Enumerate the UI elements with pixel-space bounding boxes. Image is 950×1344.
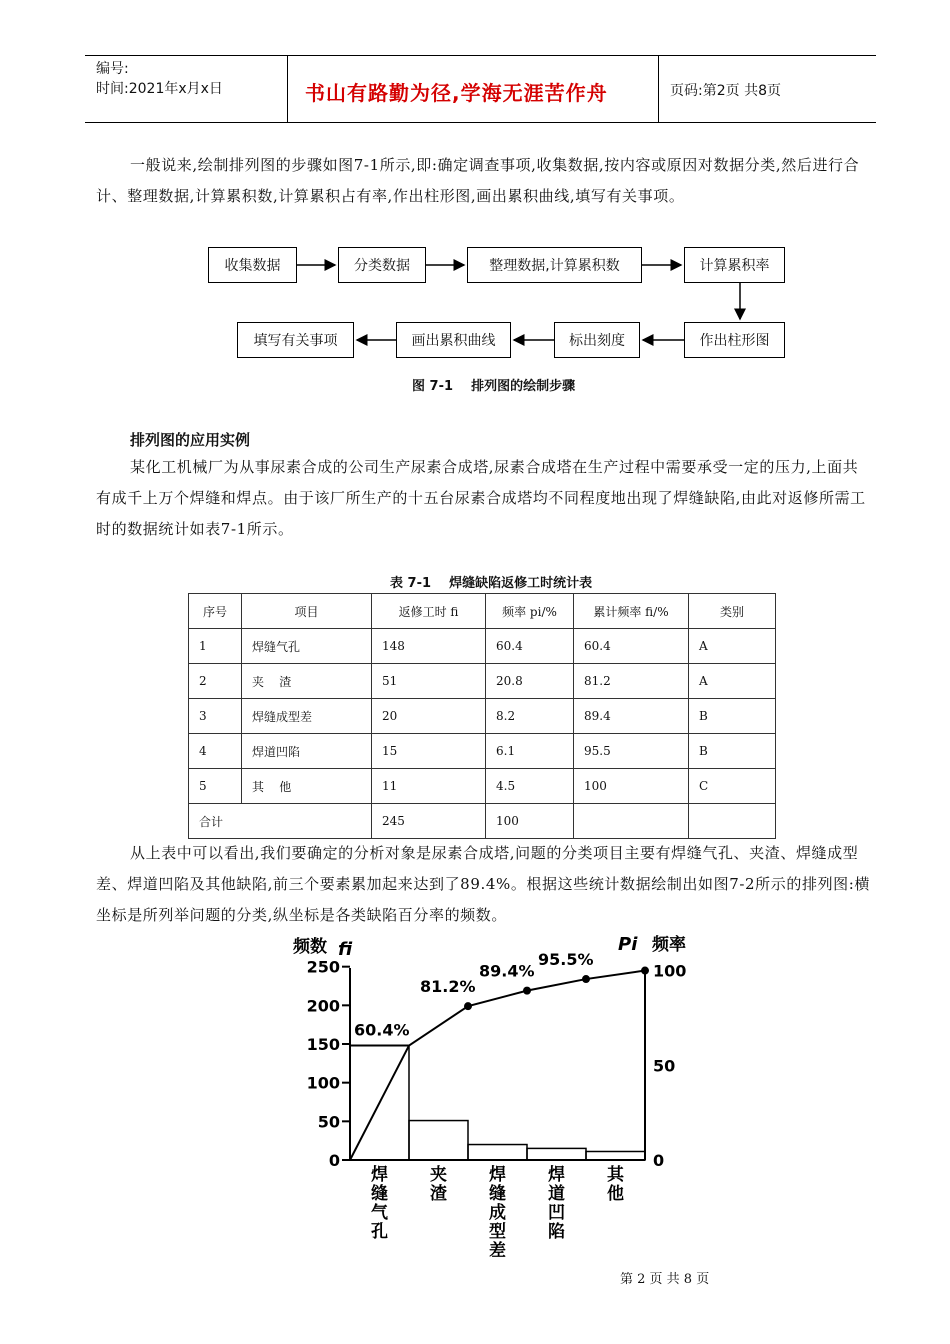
left-tick-label: 200 [306, 996, 340, 1016]
table-cell: 3 [189, 699, 242, 734]
case-paragraph: 某化工机械厂为从事尿素合成的公司生产尿素合成塔,尿素合成塔在生产过程中需要承受一定的压力,上面共有成千上万个焊缝和焊点。由于该厂所生产的十五台尿素合成塔均不同程度地出现了焊缝缺陷,由此对返修所需工时的数据统计如表7-1所示。 [96, 458, 866, 538]
cumulative-label: 81.2% [420, 977, 476, 997]
table-header-cell: 频率 pi/% [486, 594, 574, 629]
table-cell: 5 [189, 769, 242, 804]
category-label: 凹 [548, 1203, 565, 1223]
table-caption: 表 7-1 焊缝缺陷返修工时统计表 [390, 576, 593, 591]
table-cell: 100 [574, 769, 689, 804]
category-label: 孔 [371, 1222, 388, 1242]
right-tick-label: 100 [653, 961, 687, 981]
cumulative-label: 60.4% [354, 1020, 410, 1040]
table-cell: B [689, 699, 776, 734]
category-label: 缝 [371, 1184, 388, 1204]
cumulative-label: 89.4% [479, 961, 535, 981]
left-tick-label: 100 [306, 1073, 340, 1093]
category-label: 成 [489, 1203, 506, 1223]
header-date-label: 时间:2021年x月x日 [96, 81, 223, 97]
table-cell: 焊缝成型差 [242, 699, 372, 734]
table-cell: 245 [372, 804, 486, 839]
category-label: 其 [607, 1165, 624, 1185]
intro-paragraph: 一般说来,绘制排列图的步骤如图7-1所示,即:确定调查事项,收集数据,按内容或原因对数据分类,然后进行合计、整理数据,计算累积数,计算累积占有率,作出柱形图,画出累积曲线,填写有关事项。 [96, 156, 860, 205]
bar [586, 1151, 645, 1160]
table-cell: 4 [189, 734, 242, 769]
cumulative-point [523, 987, 531, 995]
cumulative-point [641, 967, 649, 975]
left-tick-label: 150 [306, 1035, 340, 1054]
cumulative-point [464, 1002, 472, 1010]
table-cell: 焊道凹陷 [242, 734, 372, 769]
category-label: 型 [489, 1222, 506, 1242]
left-tick-label: 0 [328, 1151, 340, 1170]
table-cell: 夹 渣 [242, 664, 372, 699]
category-label: 渣 [430, 1184, 447, 1204]
table-cell: 15 [372, 734, 486, 769]
category-label: 焊 [489, 1165, 506, 1185]
flowchart-caption: 图 7-1 排列图的绘制步骤 [412, 379, 576, 394]
header-page-label: 页码:第2页 共8页 [670, 83, 781, 99]
cumulative-curve [350, 971, 645, 1160]
table-cell: C [689, 769, 776, 804]
table-cell: B [689, 734, 776, 769]
table-cell: A [689, 629, 776, 664]
bar [409, 1121, 468, 1160]
table-header-cell: 项目 [242, 594, 372, 629]
table-header-cell: 返修工时 fi [372, 594, 486, 629]
flow-step-bar-chart: 作出柱形图 [684, 322, 785, 358]
table-cell: 11 [372, 769, 486, 804]
table-cell: 89.4 [574, 699, 689, 734]
right-tick-label: 0 [653, 1151, 665, 1170]
table-cell: 6.1 [486, 734, 574, 769]
bar [527, 1148, 586, 1160]
left-axis-title: 频数 [293, 937, 327, 957]
flow-step-fill: 填写有关事项 [237, 322, 354, 358]
category-label: 焊 [371, 1165, 388, 1185]
table-cell: 100 [486, 804, 574, 839]
analysis-paragraph: 从上表中可以看出,我们要确定的分析对象是尿素合成塔,问题的分类项目主要有焊缝气孔、夹渣、焊缝成型差、焊道凹陷及其他缺陷,前三个要素累加起来达到了89.4%。根据这些统计数据绘制出如图7-2所示的排列图:横坐标是所列举问题的分类,纵坐标是各类缺陷百分率的频数。 [96, 844, 871, 924]
table-cell: 其 他 [242, 769, 372, 804]
table-cell: 合计 [189, 804, 372, 839]
section-heading: 排列图的应用实例 [130, 431, 251, 449]
right-tick-label: 50 [653, 1056, 676, 1076]
cumulative-point [582, 975, 590, 983]
category-label: 焊 [548, 1165, 565, 1185]
category-label: 夹 [430, 1165, 447, 1185]
right-axis-symbol: Pi [618, 934, 638, 955]
table-cell: 148 [372, 629, 486, 664]
table-header-cell: 累计频率 fi/% [574, 594, 689, 629]
flow-step-cumulative-rate: 计算累积率 [684, 247, 785, 283]
table-cell: 51 [372, 664, 486, 699]
table-cell: 4.5 [486, 769, 574, 804]
table-cell: 20 [372, 699, 486, 734]
category-label: 道 [548, 1184, 565, 1204]
left-tick-label: 250 [306, 957, 340, 977]
table-cell: 60.4 [574, 629, 689, 664]
flow-step-scale: 标出刻度 [554, 322, 640, 358]
table-cell: 20.8 [486, 664, 574, 699]
left-tick-label: 50 [317, 1112, 340, 1132]
category-label: 气 [371, 1203, 388, 1223]
flow-step-organize: 整理数据,计算累积数 [467, 247, 642, 283]
table-cell: 焊缝气孔 [242, 629, 372, 664]
table-cell: 1 [189, 629, 242, 664]
flow-step-classify: 分类数据 [338, 247, 426, 283]
table-cell: 60.4 [486, 629, 574, 664]
table-header-cell: 序号 [189, 594, 242, 629]
table-cell: 81.2 [574, 664, 689, 699]
table-cell: A [689, 664, 776, 699]
table-cell: 2 [189, 664, 242, 699]
category-label: 他 [607, 1184, 624, 1204]
category-label: 差 [489, 1241, 506, 1260]
page-footer: 第 2 页 共 8 页 [620, 1272, 710, 1287]
flow-step-collect: 收集数据 [208, 247, 297, 283]
header-serial-label: 编号: [96, 61, 129, 77]
category-label: 缝 [489, 1184, 506, 1204]
flow-step-curve: 画出累积曲线 [396, 322, 511, 358]
table-cell: 95.5 [574, 734, 689, 769]
right-axis-title: 频率 [652, 935, 686, 955]
category-label: 陷 [548, 1222, 565, 1242]
table-header-cell: 类别 [689, 594, 776, 629]
cumulative-label: 95.5% [538, 950, 594, 970]
table-cell: 8.2 [486, 699, 574, 734]
header-motto: 书山有路勤为径,学海无涯苦作舟 [305, 81, 608, 105]
bar [468, 1145, 527, 1160]
left-axis-symbol: fi [338, 939, 353, 960]
